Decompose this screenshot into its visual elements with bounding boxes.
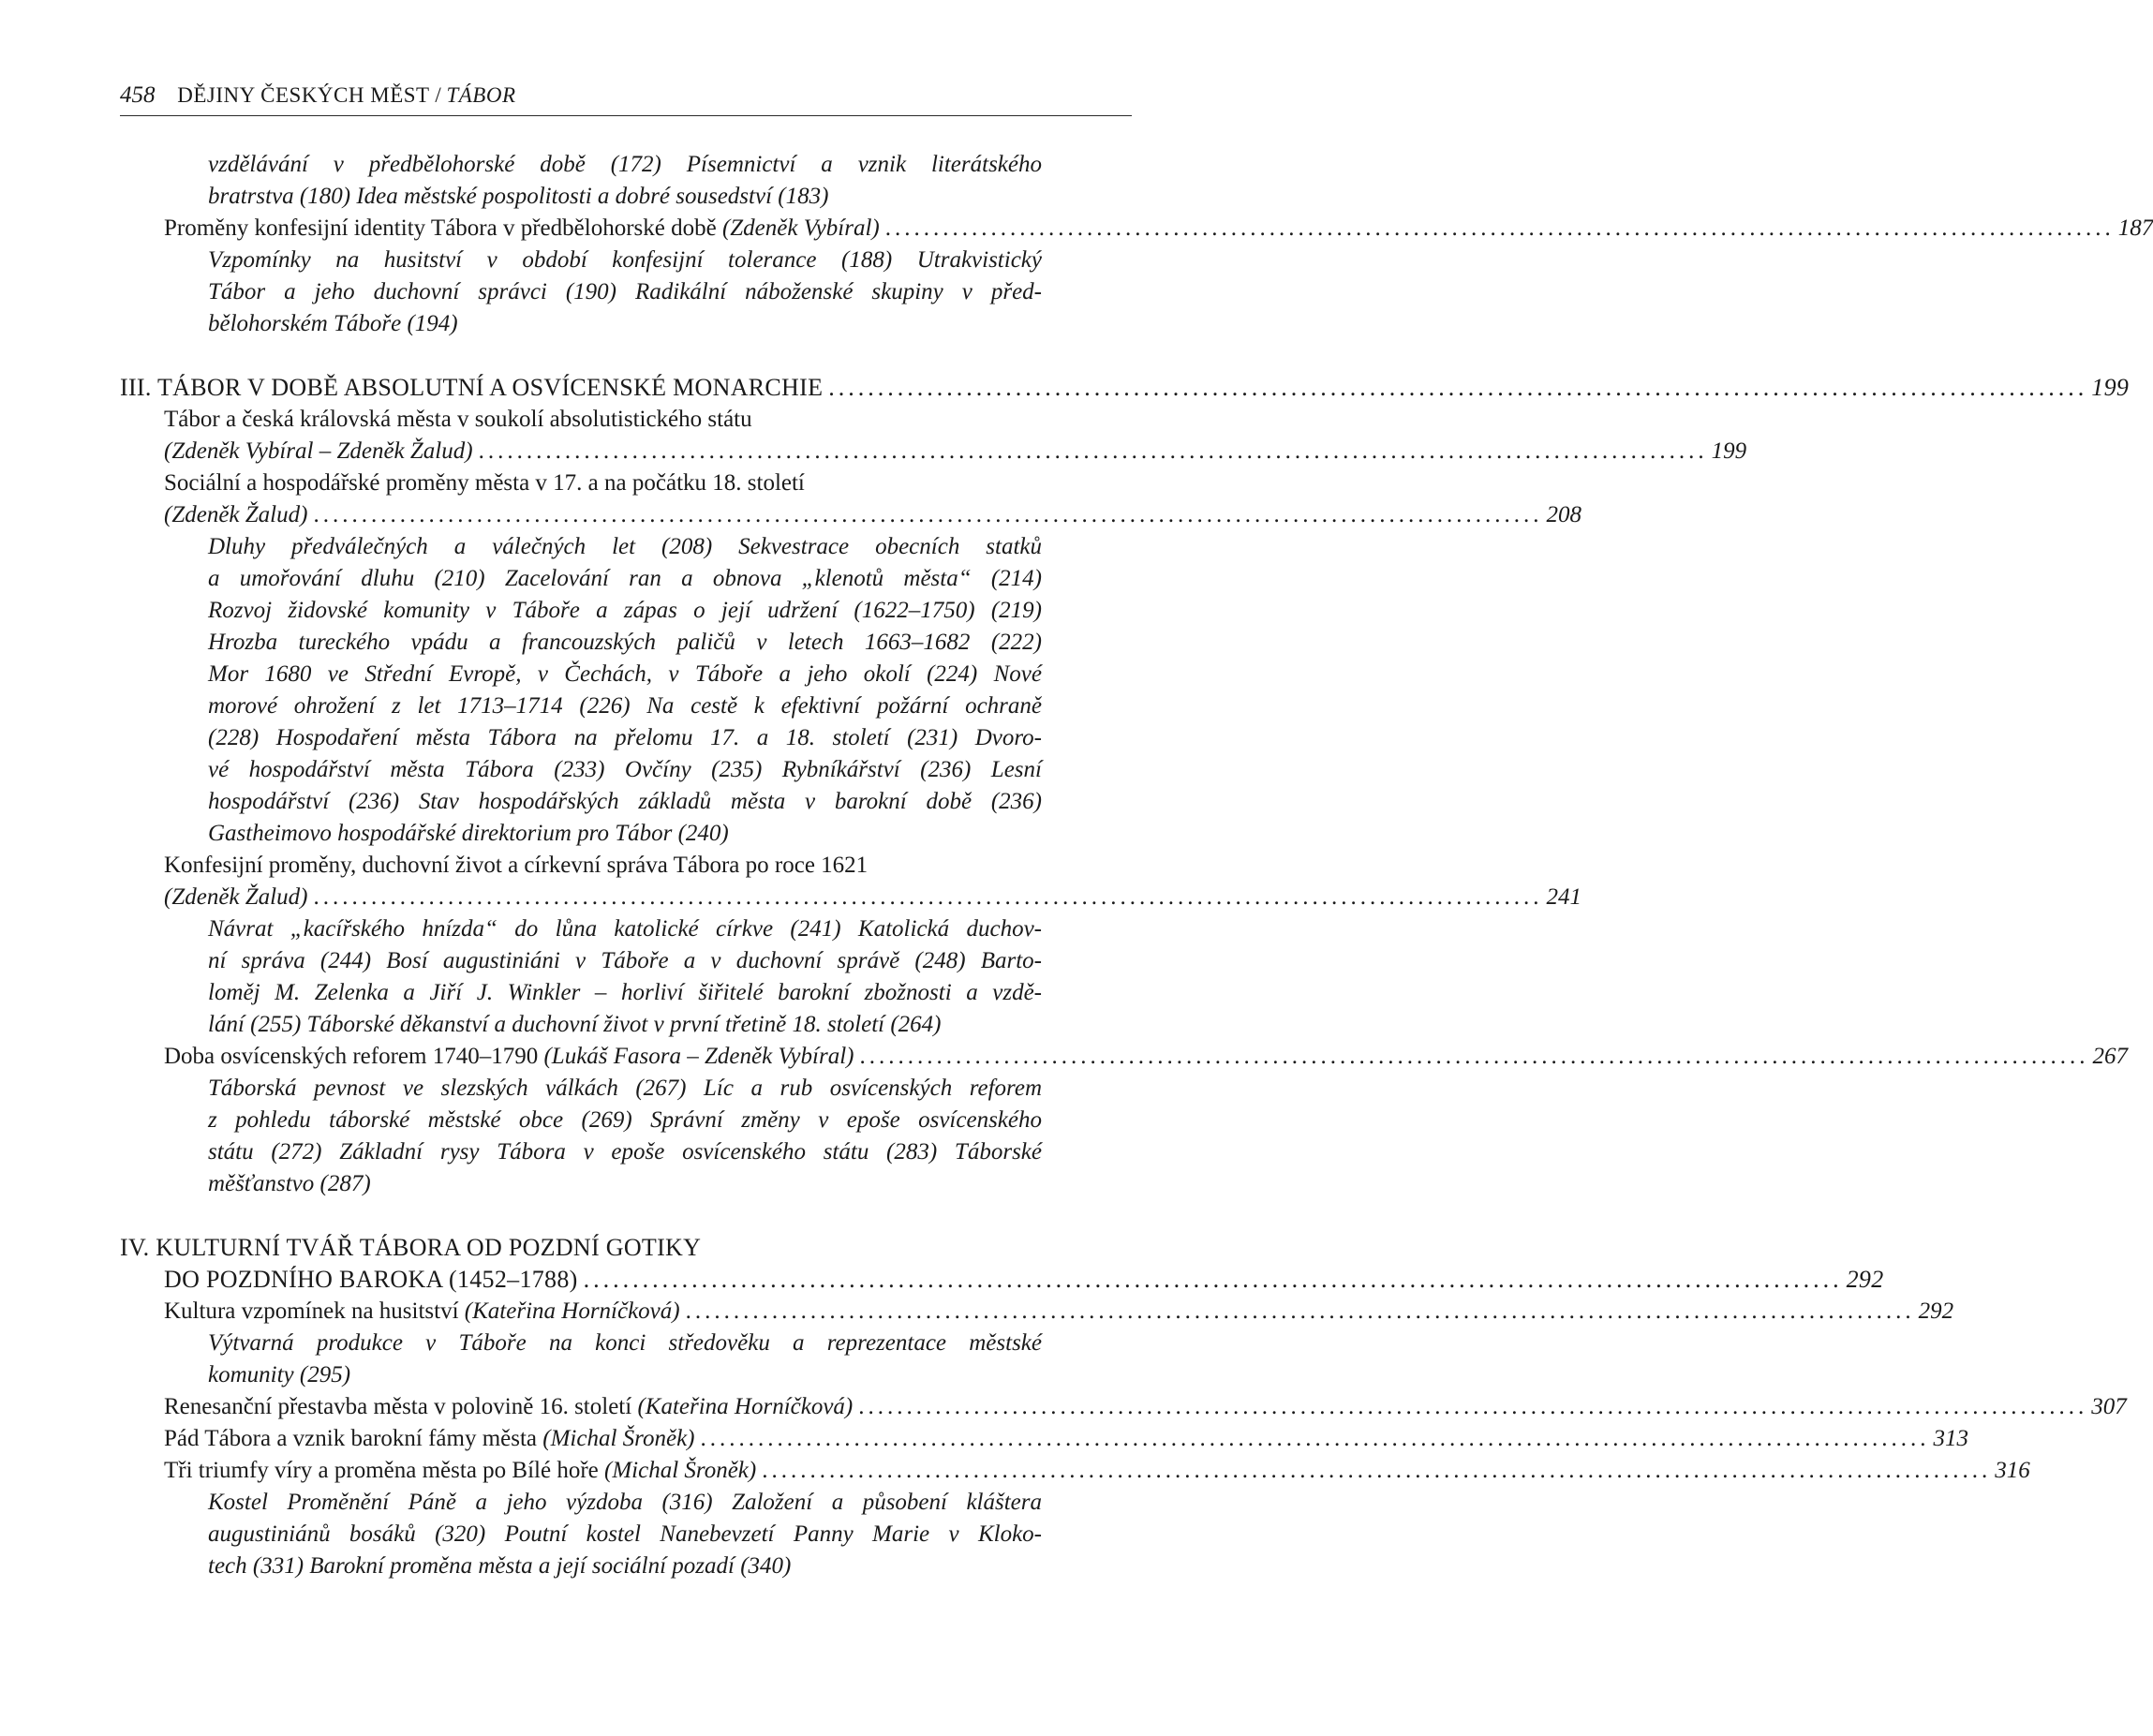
leader-dots: ................................................................................................................................	[884, 215, 2115, 241]
section-page: 241	[1546, 884, 1581, 910]
toc-description-line: lání (255) Táborské děkanství a duchovní život v první třetině 18. století (264)	[208, 1012, 942, 1037]
toc-description-line: Tábor a jeho duchovní správci (190) Radikální náboženské skupiny v před-	[208, 279, 1042, 304]
section-author: (Zdeněk Vybíral – Zdeněk Žalud)	[164, 438, 473, 464]
toc-description-line: Mor 1680 ve Střední Evropě, v Čechách, v Táboře a jeho okolí (224) Nové	[208, 661, 1042, 687]
toc-section-entry[interactable]	[0, 1041, 2128, 1073]
toc-section-entry[interactable]	[0, 882, 1581, 913]
toc-description-line: hospodářství (236) Stav hospodářských základů města v barokní době (236)	[208, 789, 1042, 814]
section-page: 316	[1995, 1458, 2030, 1483]
toc-chapter-entry[interactable]	[0, 1264, 1884, 1296]
book-title: DĚJINY ČESKÝCH MĚST	[177, 83, 430, 107]
toc-description-line: Návrat „kacířského hnízda“ do lůna katolické církve (241) Katolická duchov-	[208, 916, 1042, 942]
spacer	[0, 1200, 1261, 1232]
toc-description-line: ní správa (244) Bosí augustiniáni v Táboře a v duchovní správě (248) Barto-	[208, 948, 1042, 973]
toc-description-line: Kostel Proměnění Páně a jeho výzdoba (316) Založení a působení kláštera	[208, 1490, 1042, 1515]
toc-description-line: vé hospodářství města Tábora (233) Ovčíny (235) Rybníkářství (236) Lesní	[208, 757, 1042, 782]
section-author: (Michal Šroněk)	[604, 1458, 757, 1483]
toc-chapter-entry[interactable]	[0, 372, 2130, 404]
table-of-contents	[0, 149, 2153, 1582]
section-page: 208	[1546, 502, 1581, 527]
toc-description-line: komunity (295)	[208, 1362, 351, 1387]
section-author: (Michal Šroněk)	[542, 1426, 695, 1451]
toc-description-line: morové ohrožení z let 1713–1714 (226) Na cestě k efektivní požární ochraně	[208, 693, 1042, 719]
toc-section-entry[interactable]	[0, 1296, 1954, 1328]
toc-description-line: Výtvarná produkce v Táboře na konci středověku a reprezentace městské	[208, 1330, 1042, 1356]
toc-description-line: bratrstva (180) Idea městské pospolitosti a dobré sousedství (183)	[208, 184, 829, 209]
section-author: (Kateřina Horníčková)	[464, 1298, 680, 1324]
spacer	[0, 340, 1261, 372]
section-author: (Zdeněk Žalud)	[164, 502, 308, 527]
section-author: (Zdeněk Vybíral)	[721, 215, 880, 241]
section-title[interactable]: Sociální a hospodářské proměny města v 17. a na počátku 18. století	[164, 470, 805, 496]
leader-dots: ................................................................................................................................	[685, 1298, 1915, 1324]
section-page: 307	[2091, 1394, 2127, 1419]
leader-dots: ................................................................................................................................	[828, 374, 2088, 401]
toc-description-line: vzdělávání v předbělohorské době (172) Písemnictví a vznik literátského	[208, 152, 1042, 177]
section-page: 267	[2092, 1044, 2128, 1069]
toc-description-line: bělohorském Táboře (194)	[208, 311, 458, 336]
chapter-page: 199	[2091, 374, 2130, 401]
section-author: (Lukáš Fasora – Zdeněk Vybíral)	[543, 1044, 854, 1069]
toc-description-line: Gastheimovo hospodářské direktorium pro Tábor (240)	[208, 821, 729, 846]
chapter-title-continued: DO POZDNÍHO BAROKA (1452–1788)	[164, 1266, 578, 1293]
section-title[interactable]: Tábor a česká královská města v soukolí absolutistického státu	[164, 407, 752, 432]
toc-description-line: Hrozba tureckého vpádu a francouzských paličů v letech 1663–1682 (222)	[208, 630, 1042, 655]
toc-description-line: loměj M. Zelenka a Jiří J. Winkler – horliví šiřitelé barokní zbožnosti a vzdě-	[208, 980, 1042, 1005]
header-rule	[120, 115, 1132, 116]
section-title: Kultura vzpomínek na husitství	[164, 1298, 459, 1324]
toc-section-entry[interactable]	[0, 1455, 2030, 1487]
section-page: 313	[1933, 1426, 1968, 1451]
section-title: Doba osvícenských reforem 1740–1790	[164, 1044, 539, 1069]
leader-dots: ................................................................................................................................	[762, 1458, 1992, 1483]
section-title[interactable]: Konfesijní proměny, duchovní život a církevní správa Tábora po roce 1621	[164, 853, 869, 878]
toc-description-line: měšťanstvo (287)	[208, 1171, 371, 1196]
toc-description-line: Táborská pevnost ve slezských válkách (267) Líc a rub osvícenských reforem	[208, 1076, 1042, 1101]
town-name: TÁBOR	[446, 83, 516, 107]
toc-description-line: Vzpomínky na husitství v období konfesijní tolerance (188) Utrakvistický	[208, 247, 1042, 273]
section-title: Tři triumfy víry a proměna města po Bílé hoře	[164, 1458, 599, 1483]
toc-section-entry[interactable]	[0, 1423, 1968, 1455]
section-page: 187	[2117, 215, 2153, 241]
section-title: Pád Tábora a vznik barokní fámy města	[164, 1426, 538, 1451]
leader-dots: ................................................................................................................................	[859, 1044, 2089, 1069]
toc-section-entry[interactable]	[0, 499, 1581, 531]
leader-dots: ................................................................................................................................	[583, 1266, 1843, 1293]
toc-description-line: (228) Hospodaření města Tábora na přelomu 17. a 18. století (231) Dvoro-	[208, 725, 1042, 750]
chapter-page: 292	[1846, 1266, 1884, 1293]
toc-description-line: z pohledu táborské městské obce (269) Správní změny v epoše osvícenského	[208, 1107, 1042, 1133]
leader-dots: ................................................................................................................................	[313, 884, 1543, 910]
leader-dots: ................................................................................................................................	[478, 438, 1708, 464]
leader-dots: ................................................................................................................................	[313, 502, 1543, 527]
toc-description-line: Rozvoj židovské komunity v Táboře a zápas o její udržení (1622–1750) (219)	[208, 598, 1042, 623]
section-title: Renesanční přestavba města v polovině 16. století	[164, 1394, 632, 1419]
section-page: 199	[1711, 438, 1747, 464]
toc-description-line: a umořování dluhu (210) Zacelování ran a obnova „klenotů města“ (214)	[208, 566, 1042, 591]
leader-dots: ................................................................................................................................	[700, 1426, 1930, 1451]
running-head	[120, 82, 1132, 109]
leader-dots: ................................................................................................................................	[858, 1394, 2088, 1419]
toc-description-line: státu (272) Základní rysy Tábora v epoše osvícenského státu (283) Táborské	[208, 1139, 1042, 1165]
toc-description-line: Dluhy předválečných a válečných let (208) Sekvestrace obecních statků	[208, 534, 1042, 559]
toc-section-entry[interactable]	[0, 1391, 2127, 1423]
section-page: 292	[1918, 1298, 1954, 1324]
toc-section-entry[interactable]	[0, 213, 2153, 245]
toc-description-line: tech (331) Barokní proměna města a její sociální pozadí (340)	[208, 1553, 792, 1579]
section-author: (Zdeněk Žalud)	[164, 884, 308, 910]
section-title: Proměny konfesijní identity Tábora v předbělohorské době	[164, 215, 717, 241]
toc-description-line: augustiniánů bosáků (320) Poutní kostel Nanebevzetí Panny Marie v Kloko-	[208, 1521, 1042, 1547]
chapter-title[interactable]: IV. KULTURNÍ TVÁŘ TÁBORA OD POZDNÍ GOTIKY	[120, 1234, 702, 1261]
toc-section-entry[interactable]	[0, 436, 1747, 467]
page-number: 458	[120, 82, 156, 108]
section-author: (Kateřina Horníčková)	[637, 1394, 854, 1419]
chapter-title: III. TÁBOR V DOBĚ ABSOLUTNÍ A OSVÍCENSKÉ MONARCHIE	[120, 374, 824, 401]
title-separator: /	[435, 83, 441, 107]
